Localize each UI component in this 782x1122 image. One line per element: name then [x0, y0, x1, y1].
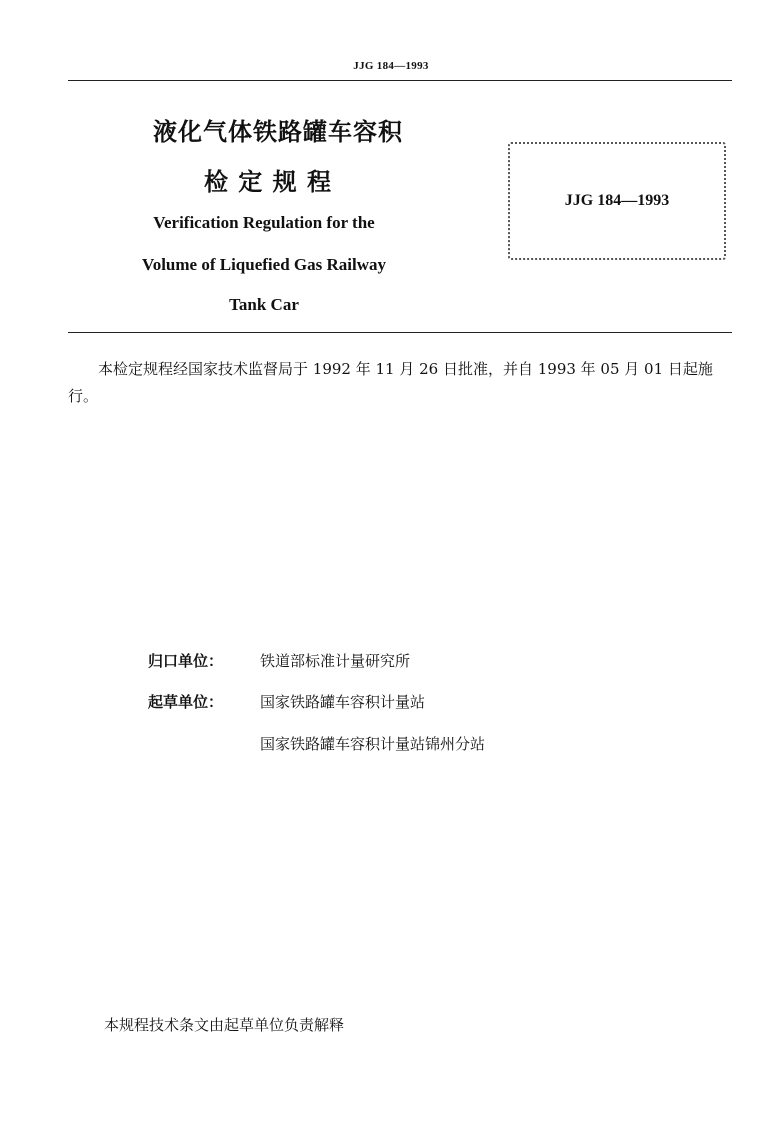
approval-statement: [68, 356, 732, 410]
responsible-unit-label: 归口单位：: [148, 652, 224, 670]
drafting-unit-value-2: 国家铁路罐车容积计量站锦州分站: [260, 735, 486, 753]
title-chinese-line-2: 检 定 规 程: [203, 168, 333, 196]
approval-text: 本检定规程经国家技术监督局于 1992 年 11 月 26 日批准，并自 1993 年 05 月 01 日起施行。: [68, 360, 713, 405]
responsible-unit-value: 铁道部标准计量研究所: [260, 652, 411, 670]
running-header-code: JJG 184—1993: [353, 60, 429, 72]
drafting-unit-label: 起草单位：: [148, 693, 224, 711]
title-english-line-1: Verification Regulation for the: [153, 213, 375, 232]
title-chinese-line-1: 液化气体铁路罐车容积: [153, 118, 403, 146]
title-english-line-3: Tank Car: [229, 295, 299, 314]
interpretation-note: 本规程技术条文由起草单位负责解释: [104, 1016, 345, 1034]
header-rule: [68, 80, 732, 81]
title-block-rule: [68, 332, 732, 333]
drafting-unit-value-1: 国家铁路罐车容积计量站: [260, 693, 426, 711]
title-english-line-2: Volume of Liquefied Gas Railway: [141, 255, 386, 274]
standard-code: JJG 184—1993: [564, 192, 670, 209]
